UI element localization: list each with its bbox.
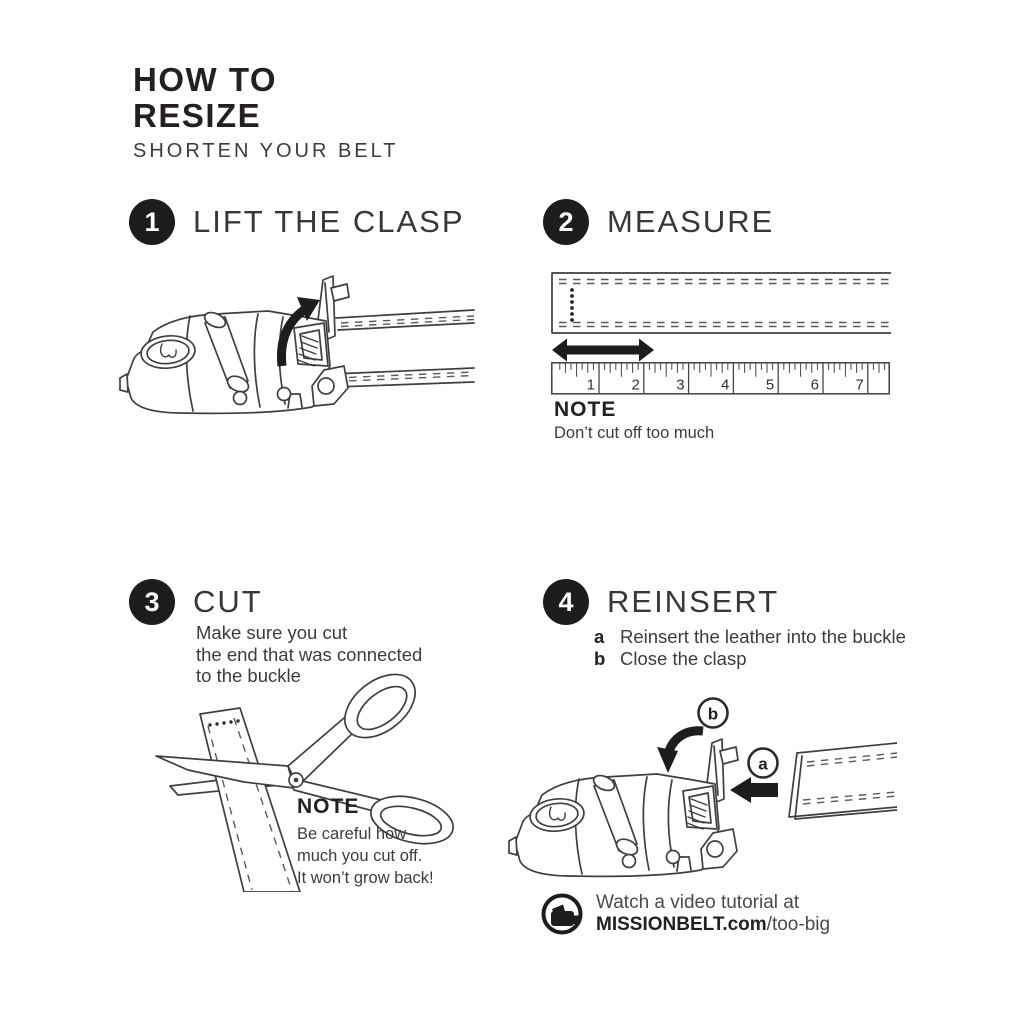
note-line: It won’t grow back! — [297, 869, 434, 887]
note-title: NOTE — [554, 398, 617, 421]
note-lines — [297, 823, 434, 889]
step-4-list — [594, 626, 906, 670]
step-2-badge: 2 — [543, 199, 589, 245]
step-3-title: CUT — [193, 584, 263, 619]
step-2-title: MEASURE — [607, 204, 775, 239]
belt-holes — [570, 288, 574, 322]
footer-text — [596, 892, 830, 936]
insert-arrow-icon — [730, 777, 778, 803]
step-3-body-line: to the buckle — [196, 665, 301, 686]
callout-b-label: b — [707, 704, 719, 724]
step-1-badge: 1 — [129, 199, 175, 245]
note-line: Be careful how — [297, 825, 407, 843]
step-2-note — [554, 398, 714, 444]
step-4-header — [543, 579, 779, 625]
page-subtitle: SHORTEN YOUR BELT — [133, 140, 399, 162]
svg-text:6: 6 — [810, 376, 819, 394]
note-text: Don’t cut off too much — [554, 424, 715, 442]
step-4-badge: 4 — [543, 579, 589, 625]
footer-site: MISSIONBELT.com — [596, 914, 767, 935]
list-item — [594, 648, 906, 670]
step-3-note — [297, 795, 434, 889]
cut-strap-piece — [789, 743, 897, 819]
page-title-line1: HOW TO — [133, 61, 278, 98]
page-header — [133, 62, 399, 163]
step-4-title: REINSERT — [607, 584, 780, 619]
step-2-header — [543, 199, 774, 245]
item-key: b — [594, 648, 606, 669]
step-3-body-line: Make sure you cut — [196, 622, 348, 643]
footer-path: /too-big — [766, 914, 831, 935]
item-key: a — [594, 626, 605, 647]
svg-text:7: 7 — [855, 376, 864, 394]
footer — [540, 892, 830, 936]
note-line: much you cut off. — [297, 847, 423, 865]
footer-line1: Watch a video tutorial at — [596, 892, 800, 913]
svg-text:3: 3 — [676, 376, 685, 394]
note-title: NOTE — [297, 795, 360, 818]
step-1-header — [129, 199, 465, 245]
footer-line2 — [596, 914, 830, 936]
page-title-line2: RESIZE — [133, 97, 262, 134]
item-text: Close the clasp — [620, 648, 747, 669]
callout-a-label: a — [758, 754, 768, 774]
video-camera-icon — [540, 892, 584, 936]
step-3-body-line: the end that was connected — [196, 643, 423, 665]
svg-text:2: 2 — [631, 376, 640, 394]
step-3-header — [129, 579, 263, 625]
svg-text:5: 5 — [765, 376, 775, 394]
list-item — [594, 626, 906, 648]
step-1-title: LIFT THE CLASP — [193, 204, 465, 239]
belt-strap-illustration — [551, 272, 891, 334]
ruler-illustration — [551, 362, 891, 395]
svg-text:1: 1 — [586, 376, 595, 394]
buckle-reinsert-illustration — [505, 693, 897, 883]
svg-text:4: 4 — [721, 376, 730, 394]
buckle-lifted-illustration — [116, 272, 478, 418]
item-text: Reinsert the leather into the buckle — [620, 626, 906, 647]
step-3-badge: 3 — [129, 579, 175, 625]
double-arrow-icon — [551, 337, 655, 363]
